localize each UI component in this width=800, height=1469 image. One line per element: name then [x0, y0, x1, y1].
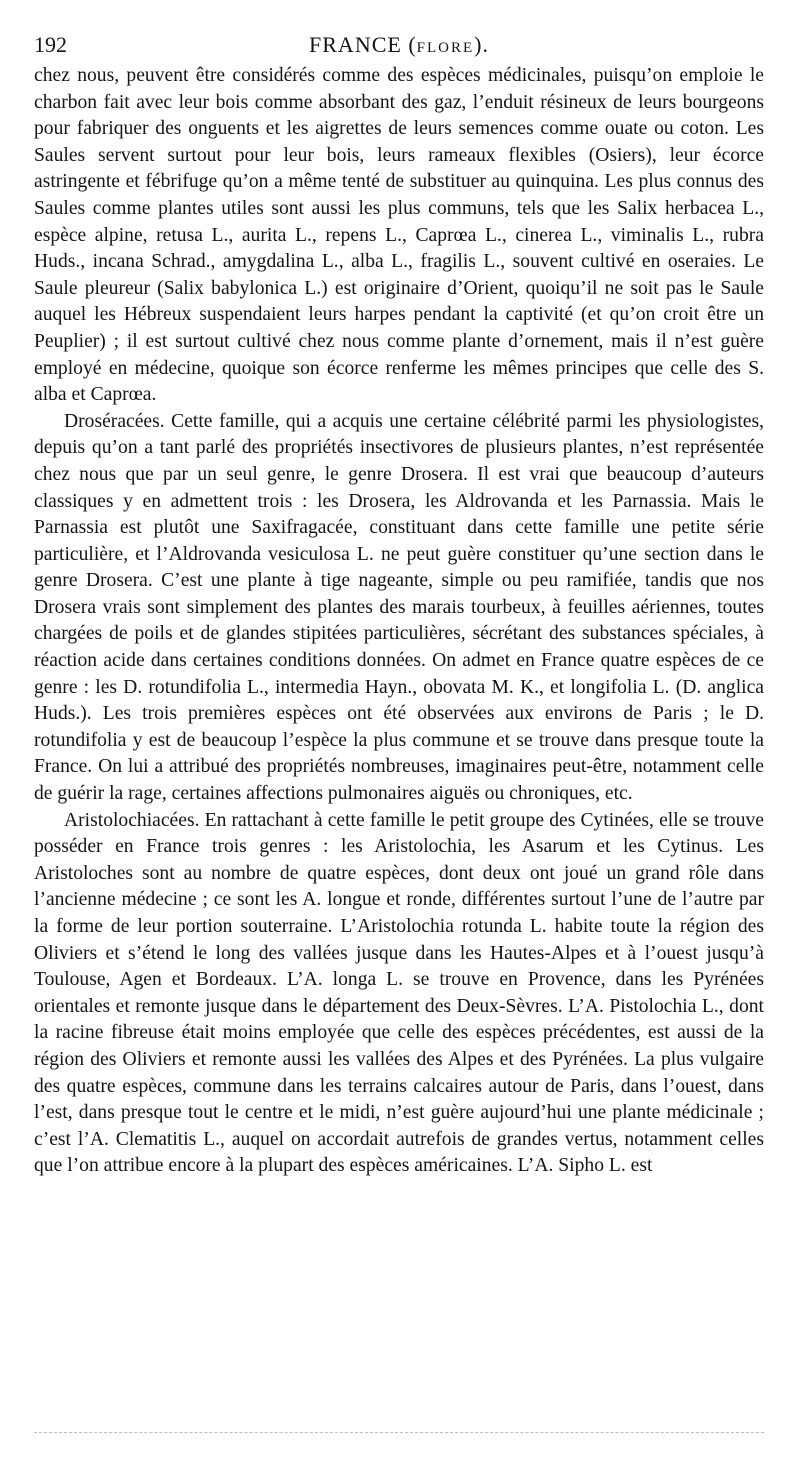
running-title-close: ). — [474, 32, 489, 57]
bottom-dotted-rule — [34, 1432, 764, 1433]
paragraph-saules: chez nous, peuvent être considérés comme des espèces médicinales, puisqu’on emploie le charbon fait avec leur bois comme absorbant des gaz, l’enduit résineux de leurs bourgeons pour fabriquer des onguents et les aigrettes de leurs semences comme ouate ou coton. Les Saules servent surtout pour leur bois, leurs rameaux flexibles (Osiers), leur écorce astringente et fébrifuge qu’on a même tenté de substituer au quinquina. Les plus connus des Saules comme plantes utiles sont aussi les plus communs, tels que les Salix herbacea L., espèce alpine, retusa L., aurita L., repens L., Caprœa L., cinerea L., viminalis L., rubra Huds., incana Schrad., amygdalina L., alba L., fragilis L., souvent cultivé en oseraies. Le Saule pleureur (Salix babylonica L.) est originaire d’Orient, quoiqu’il ne soit pas le Saule auquel les Hébreux suspendaient leurs harpes pendant la captivité (et qu’on croit être un Peuplier) ; il est surtout cultivé chez nous comme plante d’ornement, mais il n’est guère employé en médecine, quoique son écorce renferme les mêmes principes que celle des S. alba et Caprœa. — [34, 65, 764, 406]
running-title-small-caps: FLORE — [416, 40, 475, 56]
paragraph-aristolochiacees: Aristolochiacées. En rattachant à cette famille le petit groupe des Cytinées, elle se trouve posséder en France trois genres : les Aristolochia, les Asarum et les Cytinus. Les Aristoloches sont au nombre de quatre espèces, dont deux ont joué un grand rôle dans l’ancienne médecine ; ce sont les A. longue et ronde, différentes surtout l’une de l’autre par la forme de leur portion souterraine. L’Aristolochia rotunda L. habite toute la région des Oliviers et s’étend le long des vallées jusque dans les Hautes-Alpes et à l’ouest jusqu’à Toulouse, Agen et Bordeaux. L’A. longa L. se trouve en Provence, dans les Pyrénées orientales et remonte jusque dans le département des Deux-Sèvres. L’A. Pistolochia L., dont la racine fibreuse était moins employée que celle des espèces précédentes, est aussi de la région des Oliviers et remonte aussi les vallées des Alpes et des Pyrénées. La plus vulgaire des quatre espèces, commune dans les terrains calcaires autour de Paris, dans l’ouest, dans l’est, dans presque tout le centre et le midi, n’est guère aujourd’hui une plante médicinale ; c’est l’A. Clematitis L., auquel on accordait autrefois de grandes vertus, notamment celles que l’on attribue encore à la plupart des espèces américaines. L’A. Sipho L. est — [34, 809, 764, 1177]
page-header — [34, 30, 764, 60]
page-number: 192 — [34, 32, 67, 57]
paragraph-droseracees: Droséracées. Cette famille, qui a acquis une certaine célébrité parmi les physiologistes, depuis qu’on a tant parlé des propriétés insectivores de plusieurs plantes, n’est représentée chez nous que par un seul genre, le genre Drosera. Il est vrai que beaucoup d’auteurs classiques y en admettent trois : les Drosera, les Aldrovanda et les Parnassia. Mais le Parnassia est plutôt une Saxifragacée, constituant dans cette famille une petite série particulière, et l’Aldrovanda vesiculosa L. ne peut guère constituer qu’une section dans le genre Drosera. C’est une plante à tige nageante, simple ou peu ramifiée, tandis que nos Drosera vrais sont simplement des plantes des marais tourbeux, à feuilles aériennes, toutes chargées de poils et de glandes stipitées particulières, sécrétant des substances spéciales, à réaction acide dans certaines conditions données. On admet en France quatre espèces de ce genre : les D. rotundifolia L., intermedia Hayn., obovata M. K., et longifolia L. (D. anglica Huds.). Les trois premières espèces ont été observées aux environs de Paris ; le D. rotundifolia y est de beaucoup l’espèce la plus commune et se trouve dans presque toute la France. On lui a attribué des propriétés nombreuses, imaginaires peut-être, notamment celle de guérir la rage, certaines affections pulmonaires aiguës ou chroniques, etc. — [34, 410, 764, 805]
running-title-main: FRANCE ( — [309, 32, 417, 57]
running-title — [34, 30, 764, 63]
body-text — [34, 63, 764, 1180]
